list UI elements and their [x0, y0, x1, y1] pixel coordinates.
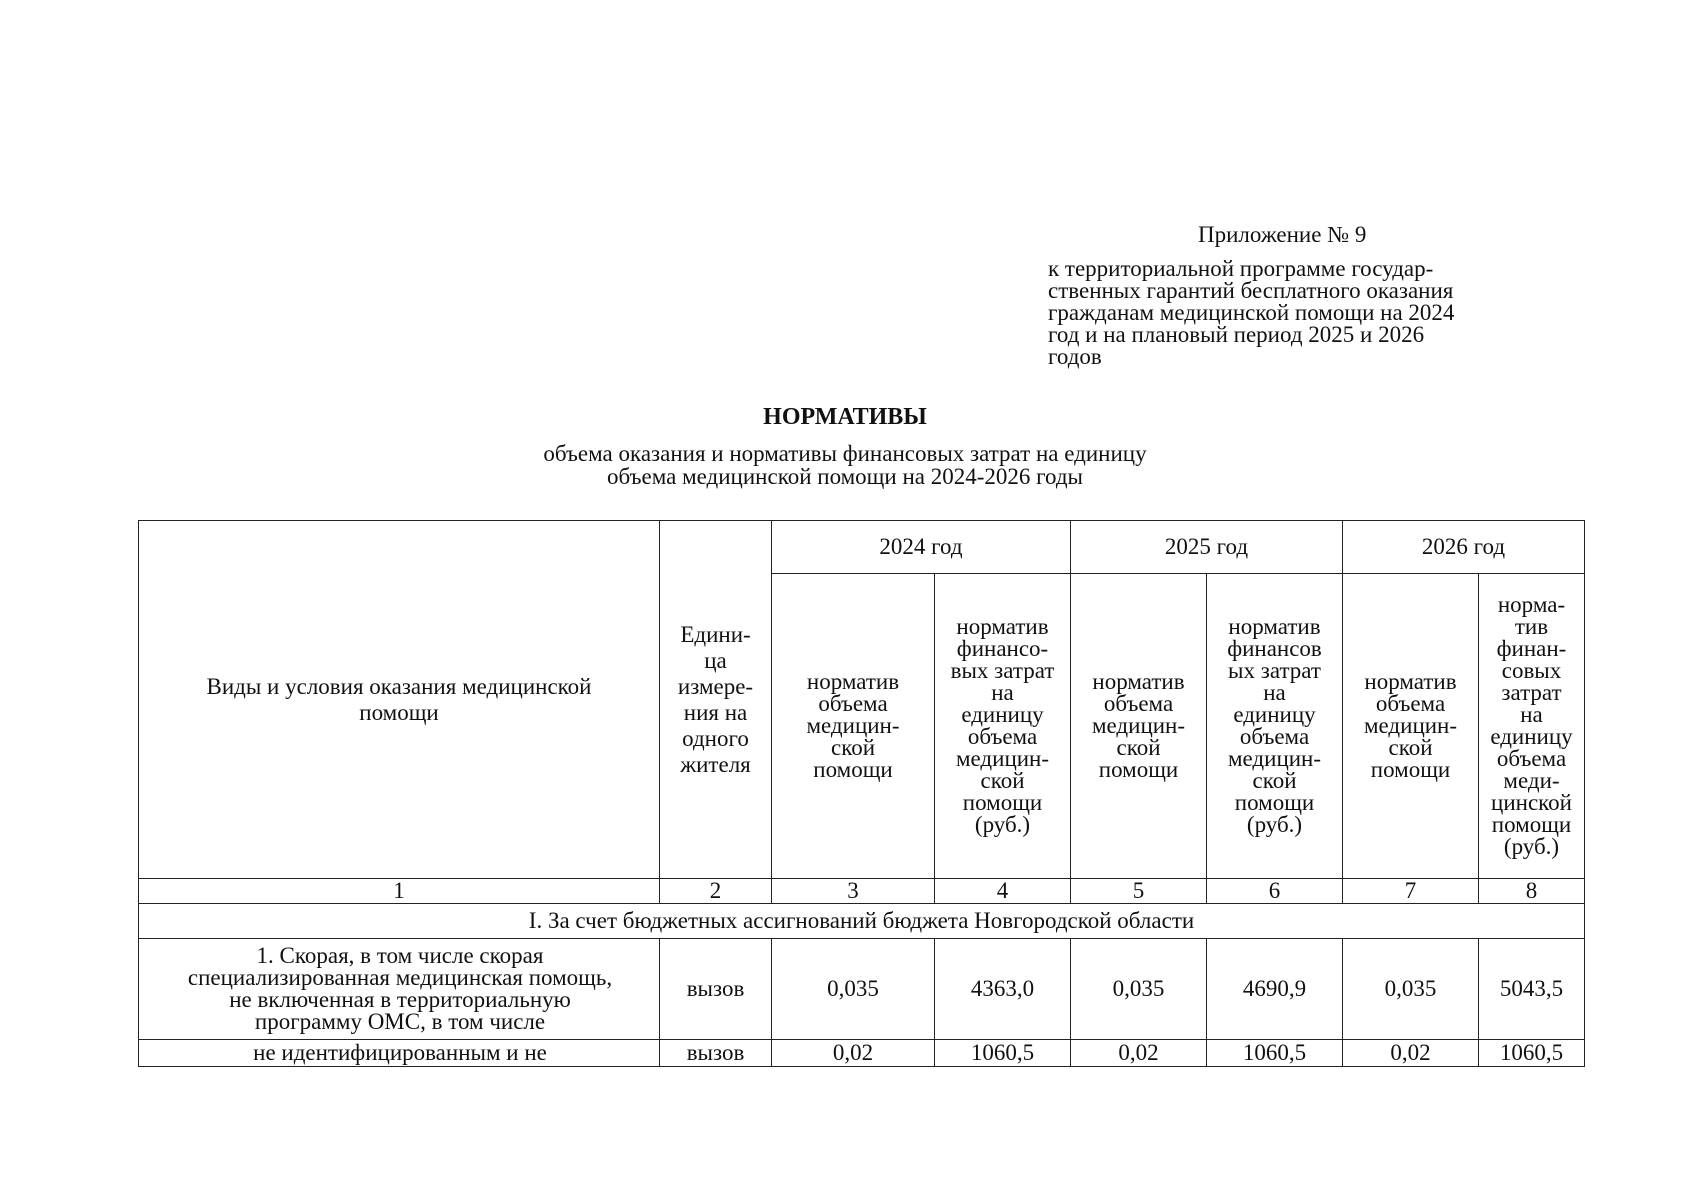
appendix-line: годов [1048, 344, 1102, 369]
column-number: 7 [1343, 879, 1479, 904]
header-year-2026: 2026 год [1343, 521, 1585, 574]
appendix-line: гражданам медицинской помощи на 2024 [1048, 300, 1455, 325]
cost-2025: 4690,9 [1207, 939, 1343, 1040]
header-volume-2024: норматив объема медицин- ской помощи [772, 574, 935, 879]
cost-2026: 5043,5 [1479, 939, 1585, 1040]
section-heading: I. За счет бюджетных ассигнований бюджета Новгородской области [139, 904, 1585, 939]
header-volume-2025: норматив объема медицин- ской помощи [1071, 574, 1207, 879]
column-number: 2 [660, 879, 772, 904]
column-number: 5 [1071, 879, 1207, 904]
header-year-2025: 2025 год [1071, 521, 1343, 574]
volume-2024: 0,02 [772, 1040, 935, 1067]
table-row [139, 939, 1585, 1040]
header-unit: Едини- ца измере- ния на одного жителя [660, 521, 772, 879]
header-cost-2024: норматив финансо- вых затрат на единицу объема медицин- ской помощи (руб.) [935, 574, 1071, 879]
row-name: 1. Скорая, в том числе скорая специализированная медицинская помощь, не включенная в территориальную программу ОМС, в том числе [139, 939, 660, 1040]
appendix-line: ственных гарантий бесплатного оказания [1048, 278, 1454, 303]
column-number: 8 [1479, 879, 1585, 904]
volume-2026: 0,02 [1343, 1040, 1479, 1067]
cost-2026: 1060,5 [1479, 1040, 1585, 1067]
section-row [139, 904, 1585, 939]
row-unit: вызов [660, 939, 772, 1040]
volume-2024: 0,035 [772, 939, 935, 1040]
appendix-line: год и на плановый период 2025 и 2026 [1048, 322, 1425, 347]
volume-2026: 0,035 [1343, 939, 1479, 1040]
header-kind: Виды и условия оказания медицинской помощи [139, 521, 660, 879]
volume-2025: 0,02 [1071, 1040, 1207, 1067]
norms-table [138, 520, 1585, 1067]
header-cost-2025: норматив финансов ых затрат на единицу объема медицин- ской помощи (руб.) [1207, 574, 1343, 879]
table-row [139, 1040, 1585, 1067]
column-number: 1 [139, 879, 660, 904]
cost-2025: 1060,5 [1207, 1040, 1343, 1067]
document-title: НОРМАТИВЫ [763, 404, 927, 430]
cost-2024: 1060,5 [935, 1040, 1071, 1067]
row-name: не идентифицированным и не [139, 1040, 660, 1067]
column-number: 4 [935, 879, 1071, 904]
appendix-text [1048, 258, 1548, 368]
subtitle-line: объема медицинской помощи на 2024-2026 годы [607, 464, 1083, 489]
column-number-row [139, 879, 1585, 904]
volume-2025: 0,035 [1071, 939, 1207, 1040]
column-number: 3 [772, 879, 935, 904]
appendix-line: к территориальной программе государ- [1048, 256, 1434, 281]
header-year-2024: 2024 год [772, 521, 1071, 574]
row-unit: вызов [660, 1040, 772, 1067]
subtitle-line: объема оказания и нормативы финансовых затрат на единицу [543, 441, 1147, 466]
header-volume-2026: норматив объема медицин- ской помощи [1343, 574, 1479, 879]
document-subtitle [490, 442, 1200, 488]
header-cost-2026: норма- тив финан- совых затрат на единицу объема меди- цинской помощи (руб.) [1479, 574, 1585, 879]
appendix-title: Приложение № 9 [1198, 222, 1367, 247]
column-number: 6 [1207, 879, 1343, 904]
cost-2024: 4363,0 [935, 939, 1071, 1040]
